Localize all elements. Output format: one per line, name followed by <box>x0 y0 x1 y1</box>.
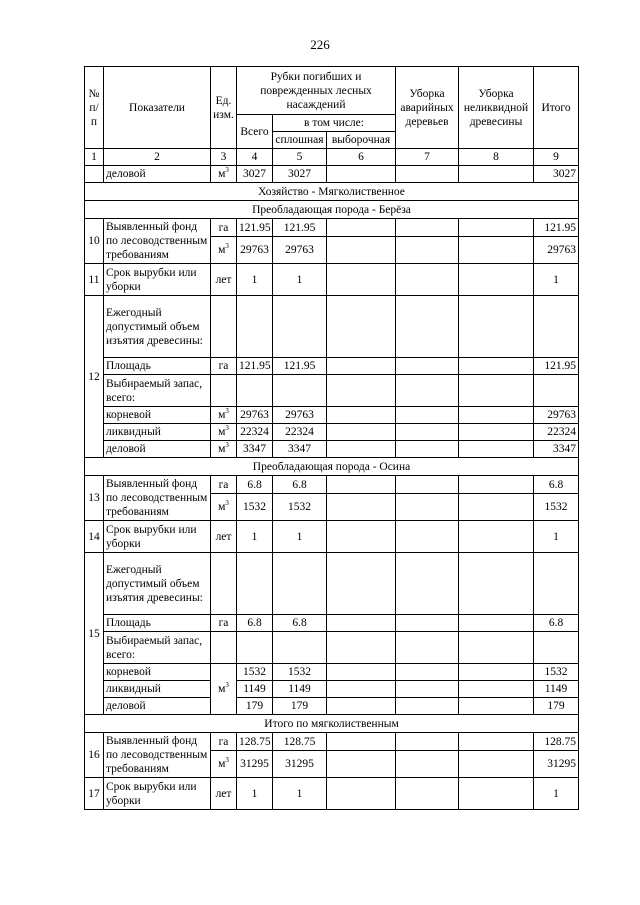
table-row <box>85 553 579 615</box>
table-row <box>85 375 579 407</box>
row-label: Площадь <box>104 358 211 375</box>
cell-value: 1 <box>534 521 579 553</box>
cell-value: 6.8 <box>273 476 327 494</box>
row-number: 17 <box>85 778 104 810</box>
unit-m3: $м^3$ <box>211 424 237 441</box>
cell-value: 1532 <box>237 494 273 521</box>
cell-value: 3347 <box>534 441 579 458</box>
table-row <box>85 521 579 553</box>
table-row <box>85 733 579 751</box>
cell-value: 3347 <box>237 441 273 458</box>
unit-m3: $м^3$ <box>211 494 237 521</box>
cell-value: 1532 <box>237 664 273 681</box>
section-header: Преобладающая порода - Осина <box>85 458 579 476</box>
cell-value: 1 <box>237 778 273 810</box>
header-including: в том числе: <box>273 115 396 132</box>
cell-value: 29763 <box>534 407 579 424</box>
row-label: Выбираемый запас, всего: <box>104 632 211 664</box>
cell-value: 6.8 <box>273 615 327 632</box>
cell-value: 1532 <box>534 664 579 681</box>
unit-ha: га <box>211 358 237 375</box>
header-clear: сплошная <box>273 132 327 149</box>
row-label: ликвидный <box>104 424 211 441</box>
header-total: Итого <box>534 67 579 149</box>
row-label: ликвидный <box>104 681 211 698</box>
row-number: 15 <box>85 553 104 715</box>
header-num: № п/п <box>85 67 104 149</box>
cell-value: 31295 <box>534 751 579 778</box>
cell-value: 6.8 <box>237 476 273 494</box>
col-number: 6 <box>327 149 396 166</box>
cell-value: 3027 <box>237 166 273 183</box>
unit-m3: $м^3$ <box>211 166 237 183</box>
section-header: Итого по мягколиственным <box>85 715 579 733</box>
cell-value: 179 <box>534 698 579 715</box>
cell-value: 128.75 <box>534 733 579 751</box>
page-number: 226 <box>310 37 330 52</box>
unit-ha: га <box>211 733 237 751</box>
cell-value: 22324 <box>237 424 273 441</box>
table-row <box>85 264 579 296</box>
unit-years: лет <box>211 778 237 810</box>
col-number: 4 <box>237 149 273 166</box>
row-label: деловой <box>104 441 211 458</box>
header-felling: Рубки погибших и поврежденных лесных насаждений <box>237 67 396 115</box>
table-row <box>85 615 579 632</box>
row-number: 13 <box>85 476 104 521</box>
header-unit: Ед. изм. <box>211 67 237 149</box>
row-label: Выявленный фонд по лесоводственным требованиям <box>104 476 211 521</box>
col-number: 3 <box>211 149 237 166</box>
unit-m3: $м^3$ <box>211 751 237 778</box>
cell-value: 179 <box>273 698 327 715</box>
cell-value: 121.95 <box>273 219 327 237</box>
header-emergency: Уборка аварийных деревьев <box>396 67 459 149</box>
row-label: корневой <box>104 664 211 681</box>
table-row <box>85 407 579 424</box>
cell-value: 1149 <box>237 681 273 698</box>
cell-value: 1 <box>534 778 579 810</box>
cell-value: 128.75 <box>273 733 327 751</box>
row-number: 14 <box>85 521 104 553</box>
column-numbers-row <box>85 149 579 166</box>
table-row <box>85 778 579 810</box>
cell-value: 6.8 <box>534 615 579 632</box>
col-number: 8 <box>459 149 534 166</box>
row-label: Выявленный фонд по лесоводственным требованиям <box>104 219 211 264</box>
unit-m3: $м^3$ <box>211 441 237 458</box>
cell-value: 22324 <box>273 424 327 441</box>
col-number: 1 <box>85 149 104 166</box>
row-label: Ежегодный допустимый объем изъятия древесины: <box>104 553 211 615</box>
col-number: 9 <box>534 149 579 166</box>
col-number: 7 <box>396 149 459 166</box>
table-row <box>85 424 579 441</box>
cell-value: 121.95 <box>237 358 273 375</box>
header-indicator: Показатели <box>104 67 211 149</box>
row-label: Выявленный фонд по лесоводственным требованиям <box>104 733 211 778</box>
cell-value: 29763 <box>534 237 579 264</box>
table-row <box>85 296 579 358</box>
cell-value: 1532 <box>273 664 327 681</box>
cell-value: 3027 <box>534 166 579 183</box>
cell-value: 3347 <box>273 441 327 458</box>
cell-value: 1 <box>273 778 327 810</box>
cell-value: 6.8 <box>237 615 273 632</box>
cell-value: 1149 <box>273 681 327 698</box>
unit-m3: $м^3$ <box>211 664 237 715</box>
cell-value: 121.95 <box>534 219 579 237</box>
cell-value: 22324 <box>534 424 579 441</box>
unit-m3: $м^3$ <box>211 407 237 424</box>
cell-value: 1 <box>534 264 579 296</box>
row-label: Срок вырубки или уборки <box>104 264 211 296</box>
table-row <box>85 358 579 375</box>
cell-value: 31295 <box>237 751 273 778</box>
table-row <box>85 219 579 237</box>
cell-value: 1 <box>237 521 273 553</box>
cell-value: 121.95 <box>534 358 579 375</box>
row-label: Выбираемый запас, всего: <box>104 375 211 407</box>
cell-value: 1 <box>273 521 327 553</box>
col-number: 5 <box>273 149 327 166</box>
row-label: Площадь <box>104 615 211 632</box>
cell-value: 29763 <box>237 237 273 264</box>
table-row <box>85 476 579 494</box>
cell-value: 31295 <box>273 751 327 778</box>
cell-value: 29763 <box>237 407 273 424</box>
table-row <box>85 698 579 715</box>
table-row <box>85 681 579 698</box>
unit-years: лет <box>211 264 237 296</box>
row-label: Срок вырубки или уборки <box>104 778 211 810</box>
section-header: Хозяйство - Мягколиственное <box>85 183 579 201</box>
unit-ha: га <box>211 219 237 237</box>
cell-value: 29763 <box>273 407 327 424</box>
col-number: 2 <box>104 149 211 166</box>
cell-value: 121.95 <box>273 358 327 375</box>
cell-value: 3027 <box>273 166 327 183</box>
cell-value: 121.95 <box>237 219 273 237</box>
cell-value: 1 <box>273 264 327 296</box>
row-number: 16 <box>85 733 104 778</box>
table-row <box>85 632 579 664</box>
cell-value: 6.8 <box>534 476 579 494</box>
header-nonliquid: Уборка неликвидной древесины <box>459 67 534 149</box>
cell-value: 128.75 <box>237 733 273 751</box>
cell-value: 29763 <box>273 237 327 264</box>
unit-years: лет <box>211 521 237 553</box>
cell-value: 1 <box>237 264 273 296</box>
row-label: корневой <box>104 407 211 424</box>
unit-ha: га <box>211 476 237 494</box>
row-number: 12 <box>85 296 104 458</box>
unit-ha: га <box>211 615 237 632</box>
row-label: Ежегодный допустимый объем изъятия древесины: <box>104 296 211 358</box>
cell-value: 1532 <box>534 494 579 521</box>
table-row <box>85 441 579 458</box>
forest-felling-table <box>84 66 579 810</box>
table-row <box>85 166 579 183</box>
unit-m3: $м^3$ <box>211 237 237 264</box>
header-felling-total: Всего <box>237 115 273 149</box>
row-label: деловой <box>104 166 211 183</box>
table-row <box>85 664 579 681</box>
section-header: Преобладающая порода - Берёза <box>85 201 579 219</box>
cell-value: 1149 <box>534 681 579 698</box>
row-label: Срок вырубки или уборки <box>104 521 211 553</box>
cell-value: 179 <box>237 698 273 715</box>
row-label: деловой <box>104 698 211 715</box>
cell-value: 1532 <box>273 494 327 521</box>
row-number: 10 <box>85 219 104 264</box>
row-number: 11 <box>85 264 104 296</box>
header-selective: выборочная <box>327 132 396 149</box>
